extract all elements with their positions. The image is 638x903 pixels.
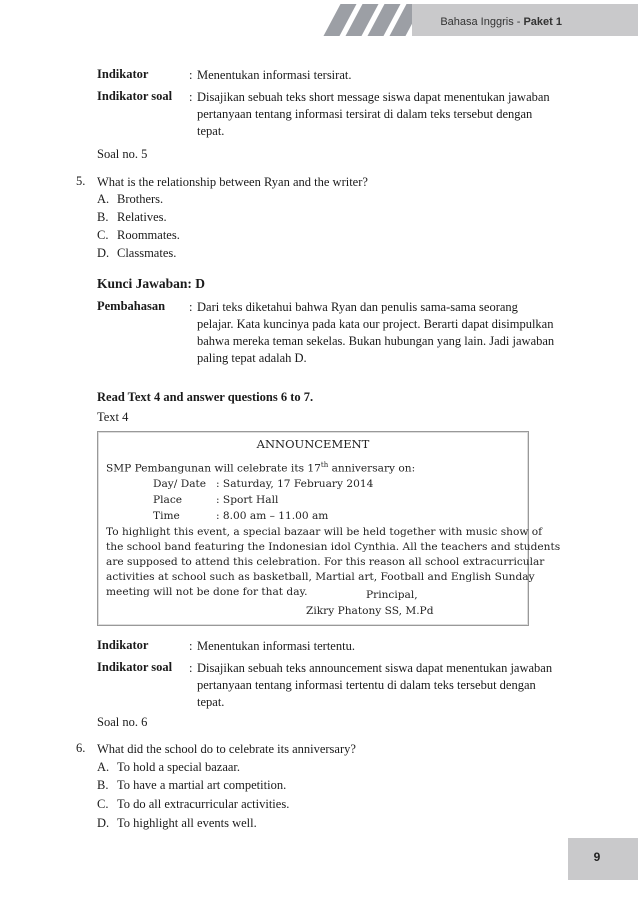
indikator-label: Indikator	[97, 67, 149, 81]
indikator-soal-label: Indikator soal	[97, 660, 173, 674]
announcement-body: are supposed to attend this celebration. For this reason all school extracurricular	[106, 556, 545, 568]
day-label: Day/ Date	[153, 478, 207, 490]
answer-option: A. To hold a special bazaar.	[97, 760, 241, 774]
answer-option: B. Relatives.	[97, 210, 167, 224]
day-value: : Saturday, 17 February 2014	[216, 478, 374, 490]
time-value: : 8.00 am – 11.00 am	[216, 510, 329, 522]
announcement-signoff: Principal,	[366, 589, 418, 601]
indikator-label: Indikator	[97, 638, 149, 652]
announcement-body: To highlight this event, a special bazaar will be held together with music show of	[106, 526, 543, 538]
answer-option: A. Brothers.	[97, 192, 164, 206]
soal-number: Soal no. 6	[97, 715, 148, 729]
announcement-box	[97, 431, 561, 626]
announcement-body: the school band featuring the Indonesian idol Cynthia. All the teachers and students	[106, 541, 561, 553]
header-bar	[326, 4, 638, 36]
question-number: 6.	[76, 741, 86, 755]
answer-option: C. To do all extracurricular activities.	[97, 797, 290, 811]
announcement-title: ANNOUNCEMENT	[256, 437, 370, 451]
indikator-value: : Menentukan informasi tertentu.	[189, 639, 355, 653]
read-instruction: Read Text 4 and answer questions 6 to 7.	[97, 390, 314, 404]
answer-option: D. Classmates.	[97, 246, 177, 260]
answer-option: D. To highlight all events well.	[97, 816, 257, 830]
soal-number: Soal no. 5	[97, 147, 148, 161]
place-label: Place	[153, 494, 183, 506]
indikator-soal-label: Indikator soal	[97, 89, 173, 103]
indikator-value: : Menentukan informasi tersirat.	[189, 68, 352, 82]
pembahasan-label: Pembahasan	[97, 299, 166, 313]
text-label: Text 4	[97, 410, 129, 424]
header-title: Bahasa Inggris - Paket 1	[440, 16, 562, 28]
place-value: : Sport Hall	[216, 494, 279, 506]
page-number-box	[568, 838, 638, 880]
question-text: What is the relationship between Ryan and the writer?	[97, 175, 368, 189]
question-number: 5.	[76, 174, 86, 188]
answer-option: C. Roommates.	[97, 228, 180, 242]
pembahasan-value: : Dari teks diketahui bahwa Ryan dan penulis sama-sama seorang pelajar. Kata kuncinya pada kata our project. Berarti dapat disimpulkan bahwa mereka teman sekelas. Bukan hubungan yang lain. Jadi jawaban paling tepat adalah D.	[189, 300, 555, 365]
answer-key: Kunci Jawaban: D	[97, 276, 206, 291]
page-number: 9	[593, 850, 601, 864]
answer-option: B. To have a martial art competition.	[97, 778, 287, 792]
announcement-intro: SMP Pembangunan will celebrate its 17th anniversary on:	[106, 461, 416, 475]
indikator-soal-value: : Disajikan sebuah teks announcement siswa dapat menentukan jawaban pertanyaan tentang informasi tertentu di dalam teks tersebut dengan tepat.	[189, 661, 553, 709]
indikator-soal-value: : Disajikan sebuah teks short message siswa dapat menentukan jawaban pertanyaan tentang informasi tersirat di dalam teks tersebut dengan tepat.	[189, 90, 550, 138]
announcement-body: activities at school such as basketball, Martial art, Football and English Sunday	[106, 571, 535, 583]
announcement-body: meeting will not be done for that day.	[106, 586, 308, 598]
time-label: Time	[153, 510, 180, 522]
announcement-signer: Zikry Phatony SS, M.Pd	[306, 605, 434, 617]
question-text: What did the school do to celebrate its anniversary?	[97, 742, 356, 756]
